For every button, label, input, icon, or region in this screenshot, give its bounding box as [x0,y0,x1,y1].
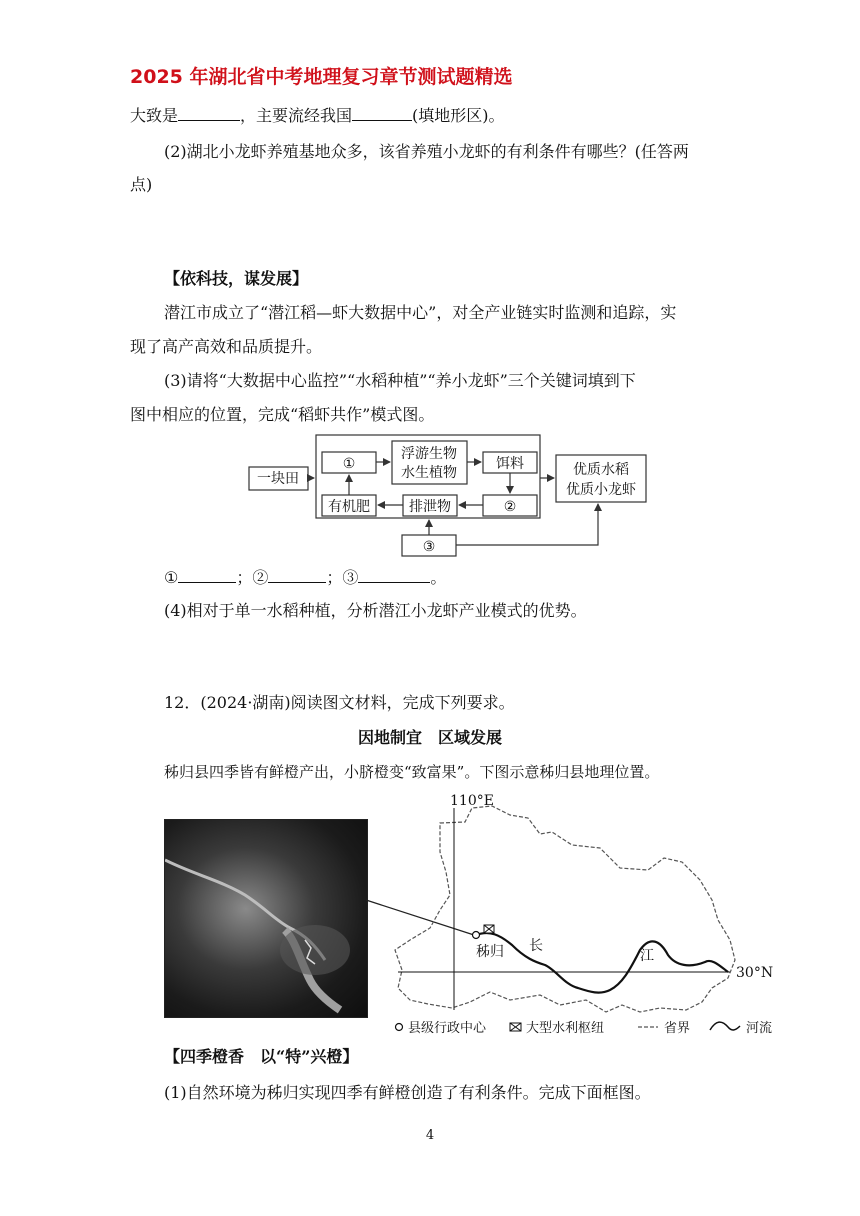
answer-end: 。 [430,568,447,587]
section-title-orange: 【四季橙香 以“特”兴橙】 [164,1047,359,1066]
connector-line [366,900,474,935]
q11-part2-line2: 点) [130,175,153,194]
box2-label: ② [503,499,517,515]
box1-label: ① [342,456,356,472]
excreta-label: 排泄物 [409,499,451,515]
q11-part4: (4)相对于单一水稻种植，分析潜江小龙虾产业模式的优势。 [164,601,587,620]
q11-part3-line1: (3)请将“大数据中心监控”“水稻种植”“养小龙虾”三个关键词填到下 [164,371,636,390]
tech-para-line1: 潜江市成立了“潜江稻—虾大数据中心”，对全产业链实时监测和追踪，实 [164,303,677,322]
q12-para: 秭归县四季皆有鲜橙产出，小脐橙变“致富果”。下图示意秭归县地理位置。 [164,763,660,781]
output-label-2: 优质小龙虾 [566,482,636,498]
label-30n: 30°N [736,965,774,981]
page-number: 4 [425,1128,435,1143]
answer-label-2: ；② [236,568,269,587]
legend-border: 省界 [664,1021,691,1036]
q11-line1-c: (填地形区)。 [412,106,505,125]
tech-para-line2: 现了高产高效和品质提升。 [130,337,323,356]
label-zigui: 秭归 [476,944,504,960]
section-title-tech: 【依科技，谋发展】 [164,269,309,288]
field-label: 一块田 [257,471,299,487]
zigui-county-marker [473,932,480,939]
q12-title: 因地制宜 区域发展 [357,728,502,747]
label-chang: 长 [529,938,543,954]
plankton-label-1: 浮游生物 [401,446,457,462]
legend-dam-icon [510,1023,521,1031]
q11-part3-line2: 图中相应的位置，完成“稻虾共作”模式图。 [130,405,435,424]
answer-label-1: ① [164,568,179,587]
label-jiang: 江 [640,948,654,964]
fertilizer-label: 有机肥 [328,499,370,515]
legend-county-icon [396,1024,403,1031]
plankton-label-2: 水生植物 [401,465,457,481]
legend-county: 县级行政中心 [408,1021,487,1036]
q11-part2-line1: (2)湖北小龙虾养殖基地众多，该省养殖小龙虾的有利条件有哪些？(任答两 [164,142,689,161]
box3-label: ③ [422,539,436,555]
feed-label: 饵料 [496,456,524,472]
map-legend [396,1020,773,1036]
dam-symbol [484,925,494,933]
yangtze-river [476,933,728,993]
q12-intro: 12．(2024·湖南)阅读图文材料，完成下列要求。 [164,693,515,712]
q12-part1: (1)自然环境为秭归实现四季有鲜橙创造了有利条件。完成下面框图。 [164,1083,651,1102]
legend-river-icon [710,1022,740,1030]
label-110e: 110°E [450,793,494,809]
q11-line1-b: ，主要流经我国 [240,106,353,125]
legend-river: 河流 [746,1021,773,1036]
answer-label-3: ；③ [326,568,359,587]
q11-line1-a: 大致是 [130,106,179,125]
page-header-title: 2025 年湖北省中考地理复习章节测试题精选 [130,66,513,88]
output-label-1: 优质水稻 [573,462,629,478]
legend-dam: 大型水利枢纽 [526,1021,605,1036]
